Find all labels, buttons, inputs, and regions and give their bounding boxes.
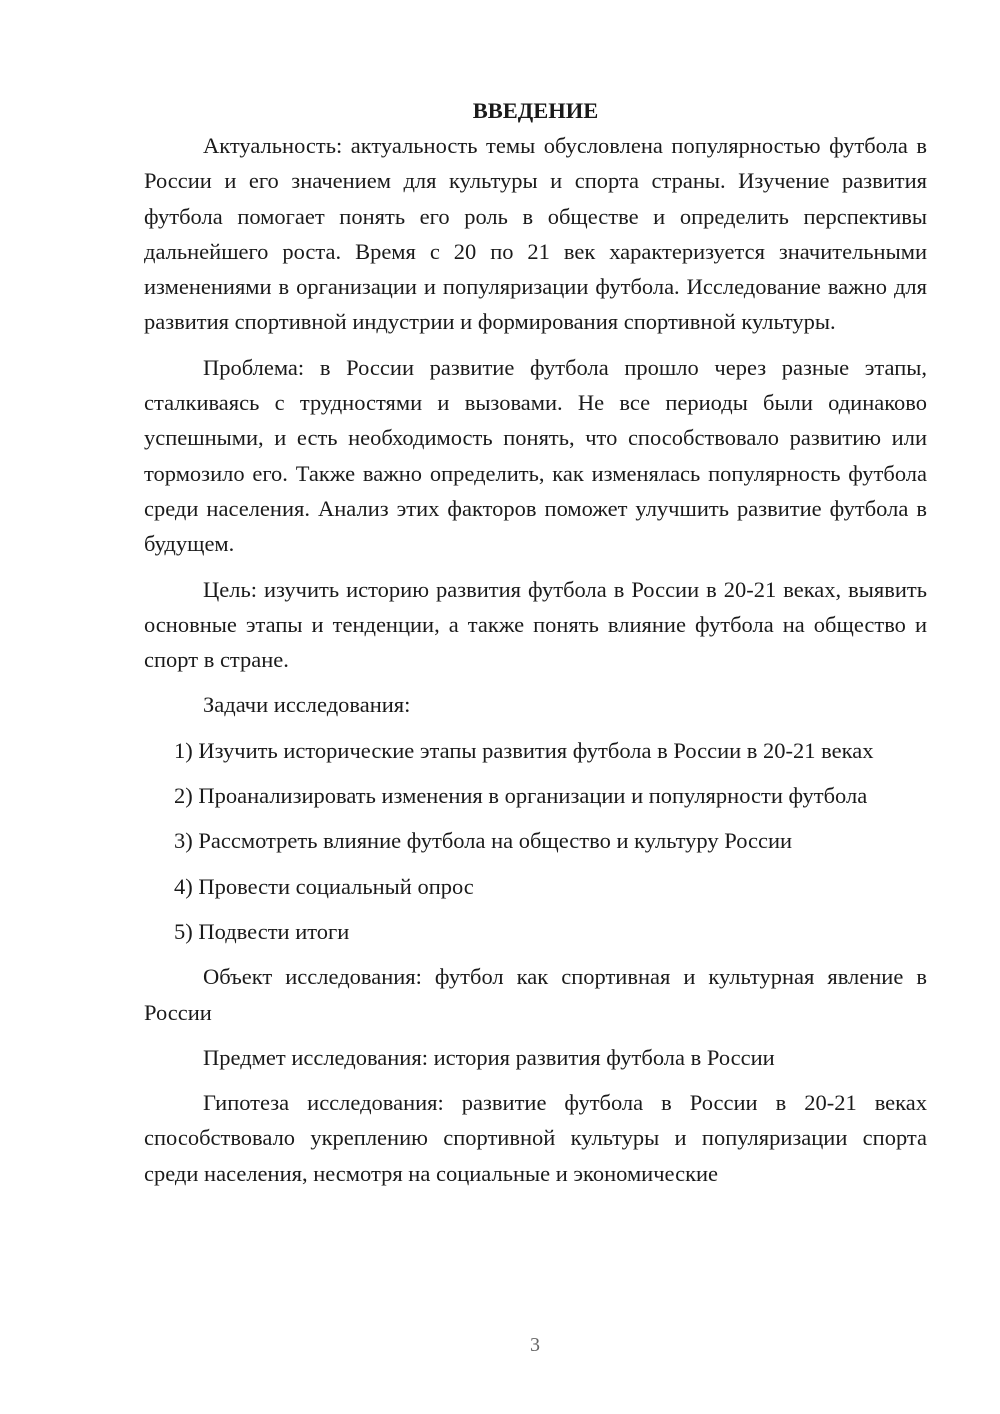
section-title: ВВЕДЕНИЕ [472,98,599,123]
subject-paragraph: Предмет исследования: история развития футбола в России [203,1044,775,1070]
tasks-heading: Задачи исследования: [203,692,411,718]
document-page [144,94,927,1201]
task-item-1: 1) Изучить исторические этапы развития футбола в России в 20-21 веках [174,737,874,763]
task-item-2: 2) Проанализировать изменения в организации и популярности футбола [174,783,868,809]
goal-paragraph: Цель: изучить историю развития футбола в России в 20-21 веках, выявить основные этапы и тенденции, а также понять влияние футбола на общество и спорт в стране. [144,576,927,673]
task-item-3: 3) Рассмотреть влияние футбола на общество и культуру России [174,828,793,854]
task-item-5: 5) Подвести итоги [174,918,350,944]
object-paragraph: Объект исследования: футбол как спортивная и культурная явление в России [144,964,927,1025]
hypothesis-paragraph: Гипотеза исследования: развитие футбола в России в 20-21 веках способствовало укреплению спортивной культуры и популяризации спорта среди населения, несмотря на социальные и экономические [144,1090,927,1186]
page-number: 3 [530,1334,540,1356]
relevance-paragraph: Актуальность: актуальность темы обусловлена популярностью футбола в России и его значением для культуры и спорта страны. Изучение развития футбола помогает понять его роль в обществе и определить перспективы дальнейшего роста. Время с 20 по 21 век характеризуется значительными изменениями в организации и популяризации футбола. Исследование важно для развития спортивной индустрии и формирования спортивной культуры. [144,133,927,335]
task-item-4: 4) Провести социальный опрос [174,873,474,899]
problem-paragraph: Проблема: в России развитие футбола прошло через разные этапы, сталкиваясь с трудностями и вызовами. Не все периоды были одинаково успешными, и есть необходимость понять, что способствовало развитию или тормозило его. Также важно определить, как изменялась популярность футбола среди населения. Анализ этих факторов поможет улучшить развитие футбола в будущем. [144,354,927,557]
